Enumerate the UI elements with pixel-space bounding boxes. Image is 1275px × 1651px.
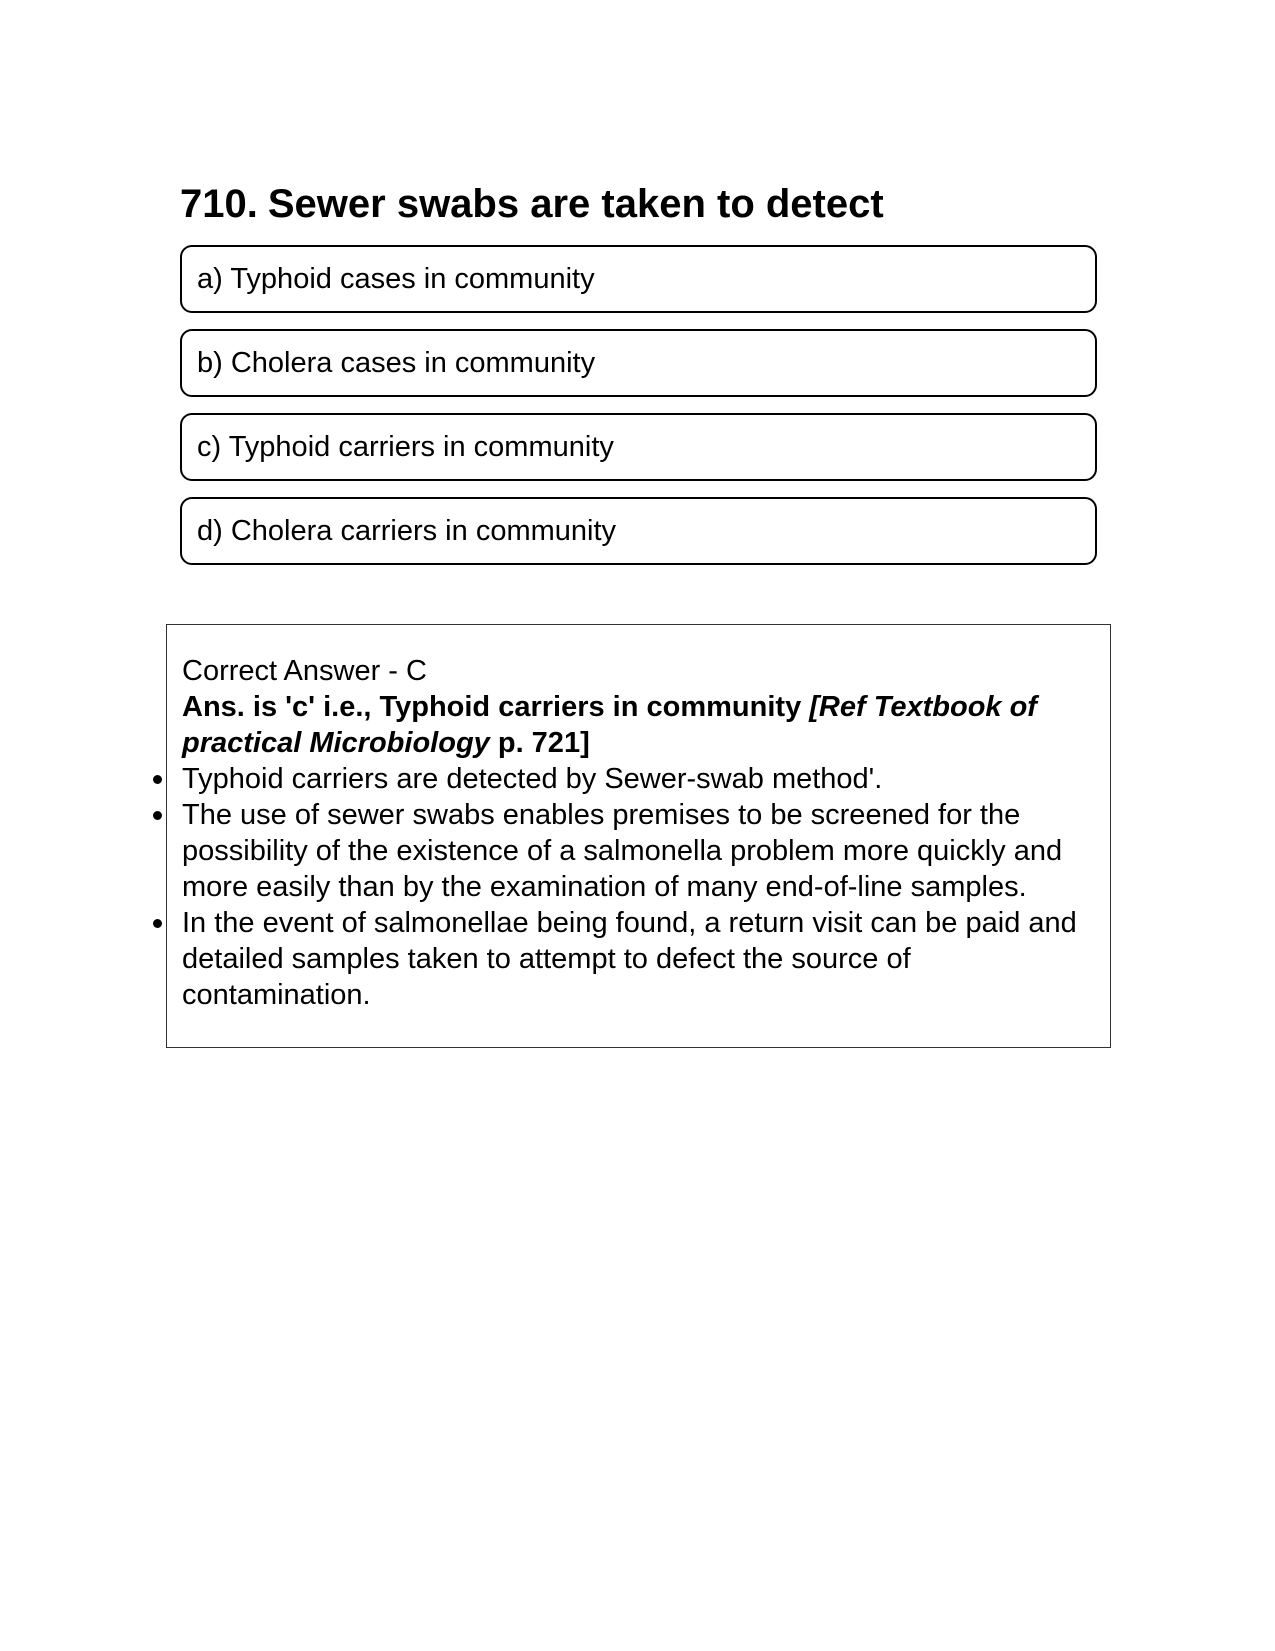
list-item [182, 761, 1097, 797]
answer-summary-text: Ans. is 'c' i.e., Typhoid carriers in community [182, 691, 810, 723]
correct-answer-title: Correct Answer - C [182, 655, 427, 687]
explanation-list [182, 761, 1097, 1013]
list-item [182, 905, 1097, 1013]
list-item-text: In the event of salmonellae being found, a return visit can be paid and detailed samples taken to attempt to defect the source of contamination. [182, 907, 1077, 1011]
answer-content [182, 653, 1097, 1013]
bullet-icon [153, 811, 162, 820]
answer-summary [182, 689, 1097, 761]
answer-reference-page: p. 721] [489, 727, 590, 759]
question-text: Sewer swabs are taken to detect [267, 182, 884, 226]
list-item-text: The use of sewer swabs enables premises to be screened for the possibility of the existence of a salmonella problem more quickly and more easily than by the examination of many end-of-line samples. [182, 799, 1063, 903]
bullet-icon [153, 775, 162, 784]
options-list [180, 245, 1097, 581]
option-d[interactable]: d) Cholera carriers in community [180, 497, 1097, 565]
question-number: 710. [180, 182, 258, 226]
option-c[interactable]: c) Typhoid carriers in community [180, 413, 1097, 481]
answer-reference: [Ref Textbook of practical Microbiology [182, 691, 1037, 759]
list-item [182, 797, 1097, 905]
option-a[interactable]: a) Typhoid cases in community [180, 245, 1097, 313]
list-item-text: Typhoid carriers are detected by Sewer-swab method'. [182, 763, 883, 795]
bullet-icon [153, 919, 162, 928]
option-b[interactable]: b) Cholera cases in community [180, 329, 1097, 397]
answer-box [166, 624, 1111, 1048]
question-heading [180, 176, 1080, 232]
